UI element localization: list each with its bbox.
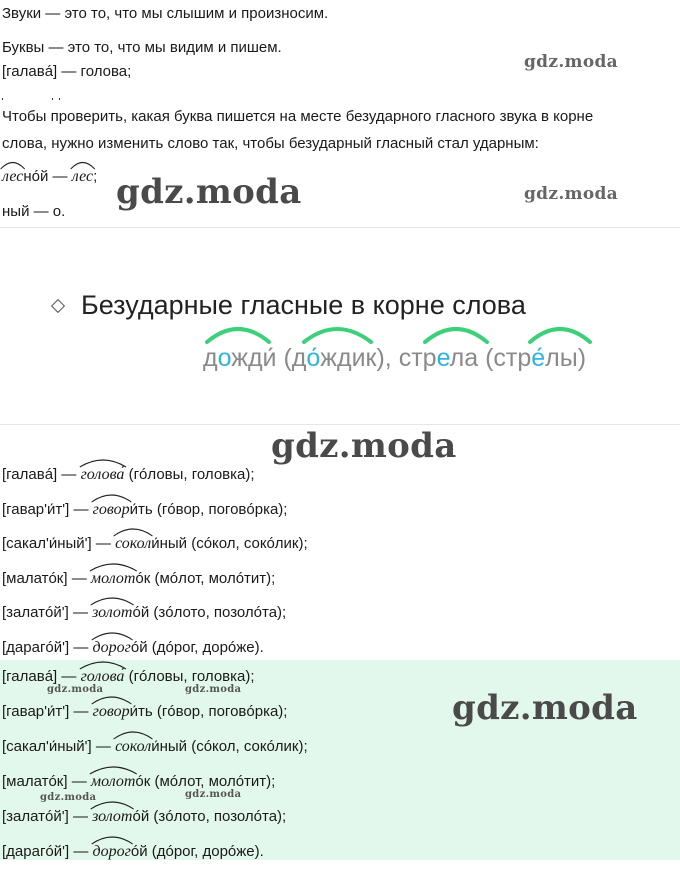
check-words: и́ный (сóкол, сокóлик);: [151, 535, 308, 552]
answer-line: [2, 500, 287, 520]
watermark-large: gdz.moda: [116, 172, 302, 212]
word-root: сокол: [115, 534, 151, 554]
stress-arc-icon: [421, 322, 491, 344]
check-words: óй (зóлото, позолóта);: [132, 604, 287, 621]
topic-card-example: дожди́ (до́ждик), стрела (стре́лы): [203, 344, 587, 372]
check-words: óк (мóлот, молóтит);: [135, 773, 276, 790]
word-root: голова: [81, 667, 125, 687]
transcription: [дарагóй'] —: [2, 638, 93, 656]
answer-line: [2, 702, 287, 722]
transcription: [галавá] —: [2, 466, 81, 483]
answer-line: [2, 465, 255, 485]
intro-root-example: [2, 167, 97, 187]
check-words: и́ный (сóкол, сокóлик);: [151, 738, 308, 755]
root-lesnoy: лес: [2, 167, 23, 187]
intro-transcription-example: [галавá] — голова;: [2, 63, 132, 80]
word-root: золот: [92, 807, 132, 827]
watermark: gdz.moda: [524, 52, 618, 72]
watermark: gdz.moda: [47, 684, 104, 695]
intro-sounds-definition: Звуки — это то, что мы слышим и произносим.: [2, 5, 329, 22]
answer-line: [2, 638, 264, 658]
check-words: óк (мóлот, молóтит);: [135, 569, 276, 587]
check-words: ́ (гóловы, головка);: [124, 668, 255, 685]
answer-line: [2, 807, 286, 827]
watermark: gdz.moda: [185, 789, 242, 800]
transcription: [залатóй'] —: [2, 808, 93, 825]
transcription: [дарагóй'] —: [2, 843, 93, 860]
answer-line: [2, 534, 308, 554]
word-root: голова: [81, 465, 125, 485]
topic-card-title: Безударные гласные в корне слова: [81, 290, 526, 320]
watermark: gdz.moda: [524, 184, 618, 204]
answer-line: [2, 842, 264, 862]
root-les: лес: [72, 167, 93, 187]
answer-line: [2, 569, 275, 589]
example-middle: нóй —: [23, 168, 72, 185]
word-root: молот: [91, 569, 136, 589]
intro-rule-line1: Чтобы проверить, какая буква пишется на месте безударного гласного звука в корне: [2, 108, 594, 125]
intro-letters-definition: Буквы — это то, что мы видим и пишем.: [2, 39, 282, 56]
watermark-large: gdz.moda: [452, 688, 638, 728]
intro-rule-line2: слова, нужно изменить слово так, чтобы безударный гласный стал ударным:: [2, 135, 539, 152]
check-words: óй (дóрог, дорóже).: [130, 843, 264, 860]
word-root: говор: [93, 702, 130, 722]
word-root: молот: [91, 772, 136, 792]
transcription: [сакал'и́ный'] —: [2, 738, 116, 755]
word-root: золот: [92, 603, 132, 623]
transcription: [малатóк] —: [2, 773, 91, 790]
transcription: [сакал'и́ный'] —: [2, 535, 116, 552]
transcription: [галавá] —: [2, 668, 81, 685]
watermark: gdz.moda: [185, 684, 242, 695]
word-root: говор: [93, 500, 130, 520]
intro-suffix-line: ный — о.: [2, 203, 66, 220]
check-words: и́ть (гóвор, поговóрка);: [129, 500, 288, 518]
example-end: ;: [93, 168, 98, 185]
stress-arc-icon: [526, 322, 594, 344]
transcription: [залатóй'] —: [2, 604, 93, 621]
clipped-text-fragment: [2, 98, 82, 104]
check-words: и́ть (гóвор, поговóрка);: [129, 703, 288, 720]
check-words: óй (дóрог, дорóже).: [130, 638, 264, 656]
check-words: ́ (гóловы, головка);: [124, 466, 255, 483]
word-root: сокол: [115, 737, 151, 757]
watermark: gdz.moda: [40, 792, 97, 803]
answer-line: [2, 737, 308, 757]
stress-arc-icon: [203, 322, 273, 344]
answer-line: [2, 603, 286, 623]
stress-arc-icon: [300, 322, 375, 344]
check-words: óй (зóлото, позолóта);: [132, 808, 287, 825]
word-root: дорог: [93, 842, 131, 862]
transcription: [гавар'и́т'] —: [2, 500, 93, 518]
transcription: [малатóк] —: [2, 569, 91, 587]
transcription: [гавар'и́т'] —: [2, 703, 93, 720]
watermark-large: gdz.moda: [271, 426, 457, 466]
word-root: дорог: [93, 638, 131, 658]
